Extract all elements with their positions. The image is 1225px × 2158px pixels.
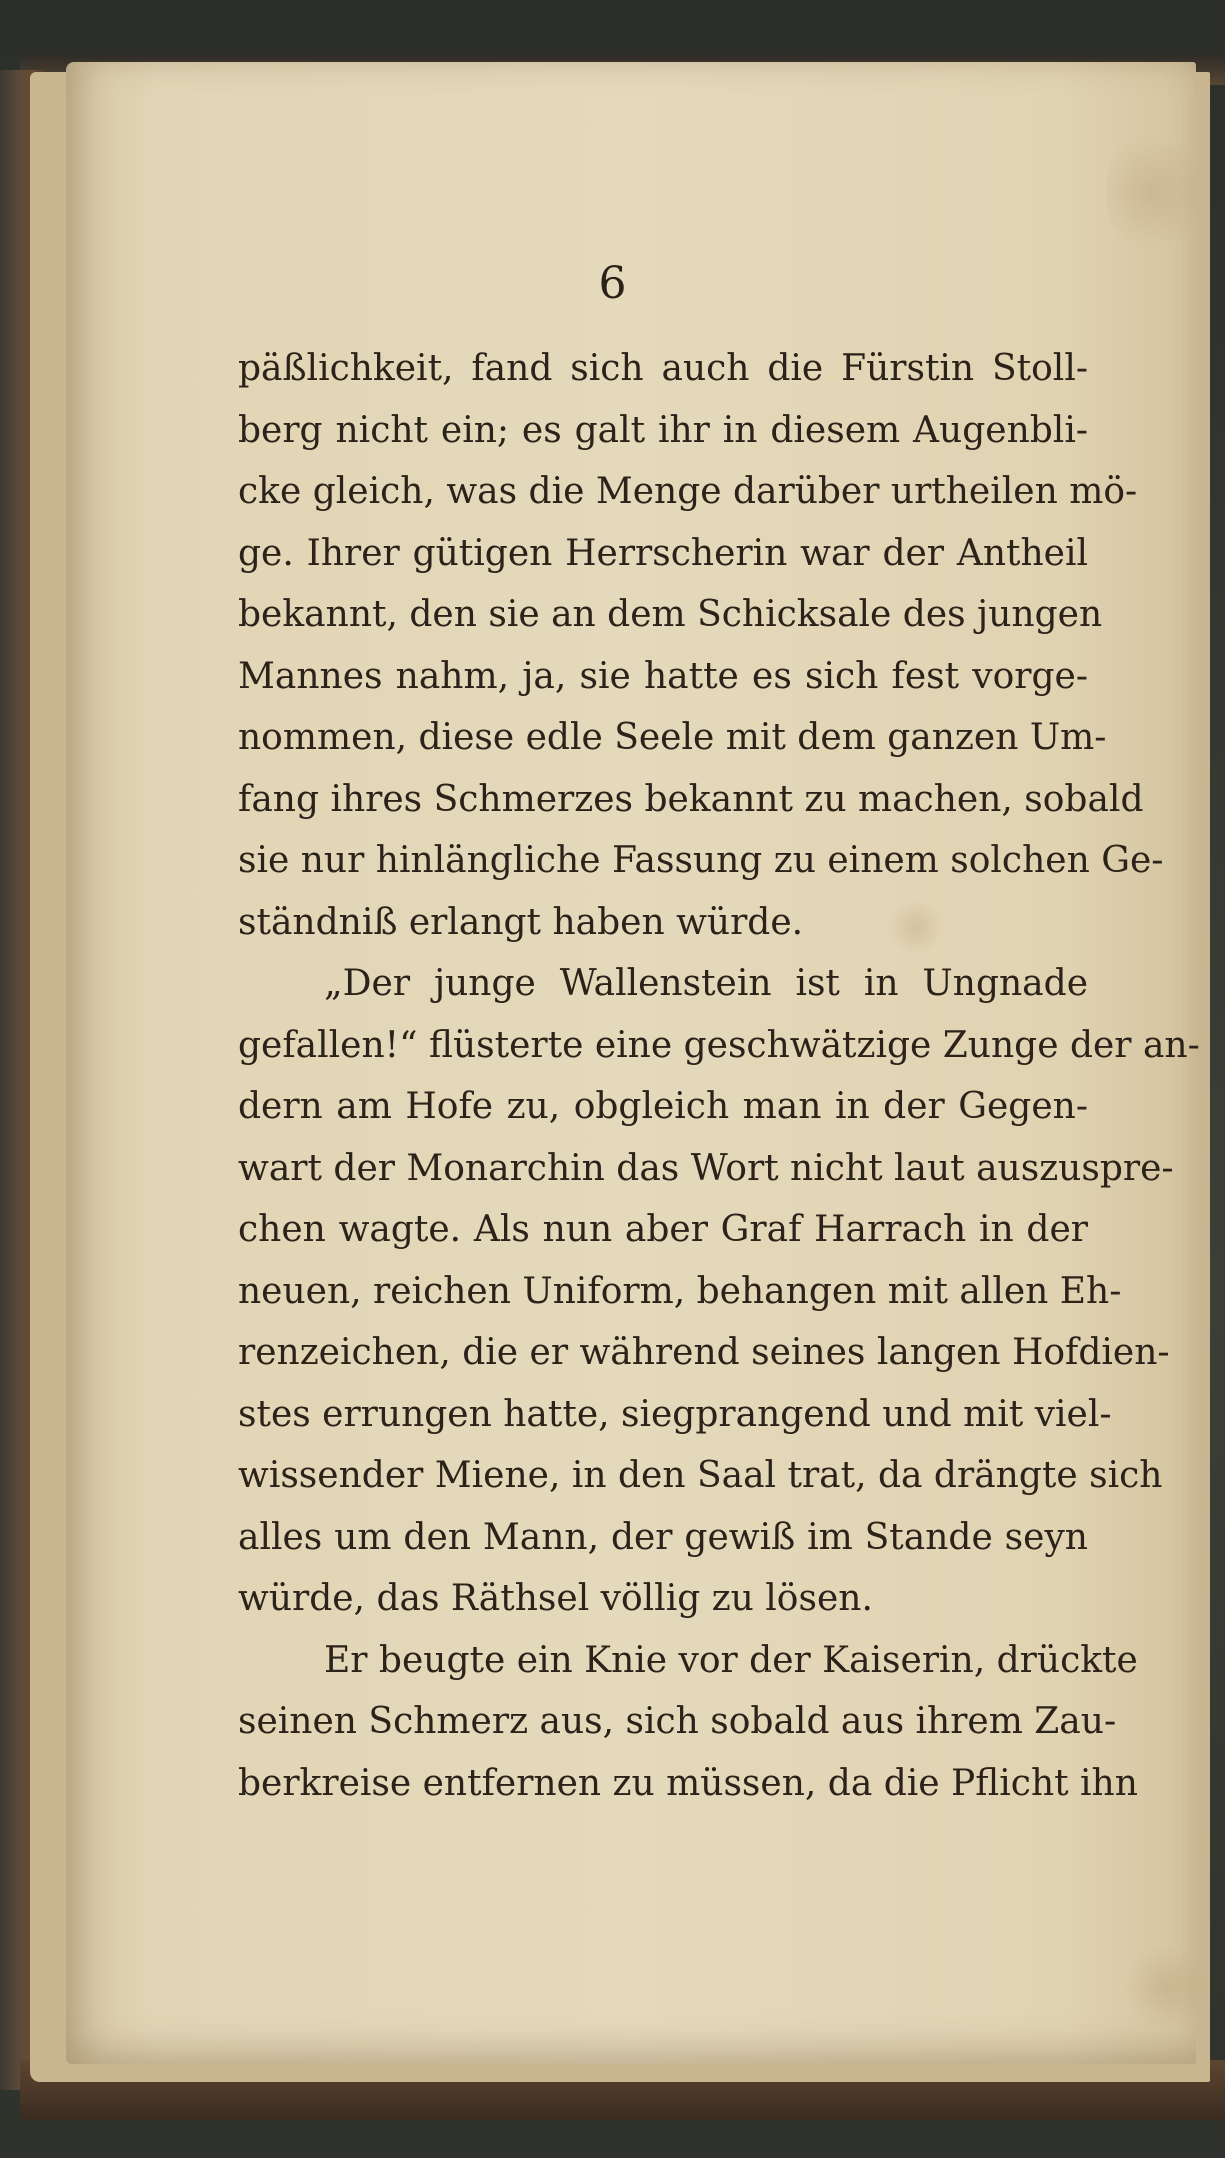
- paper-stain: [1106, 122, 1196, 262]
- text-line: cke gleich, was die Menge darüber urtheilen mö-: [238, 471, 1138, 512]
- text-line: dern am Hofe zu, obgleich man in der Gegen-: [238, 1086, 1088, 1127]
- text-line: sie nur hinlängliche Fassung zu einem solchen Ge-: [238, 840, 1164, 881]
- text-line: berg nicht ein; es galt ihr in diesem Augenbli-: [238, 409, 1088, 451]
- text-line: gefallen!“ flüsterte eine geschwätzige Zunge der an-: [238, 1024, 1200, 1066]
- text-line: seinen Schmerz aus, sich sobald aus ihrem Zau-: [238, 1701, 1117, 1742]
- text-line: fang ihres Schmerzes bekannt zu machen, sobald: [238, 778, 1144, 820]
- text-line: „Der junge Wallenstein ist in Ungnade: [324, 963, 1088, 1004]
- text-line: berkreise entfernen zu müssen, da die Pflicht ihn: [238, 1762, 1138, 1804]
- text-line: nommen, diese edle Seele mit dem ganzen Um-: [238, 717, 1107, 758]
- body-text: [238, 338, 1200, 1814]
- text-line: chen wagte. Als nun aber Graf Harrach in der: [238, 1209, 1088, 1250]
- text-line: renzeichen, die er während seines langen Hofdien-: [238, 1332, 1170, 1373]
- text-line: Mannes nahm, ja, sie hatte es sich fest vorge-: [238, 655, 1088, 697]
- text-line: wissender Miene, in den Saal trat, da drängte sich: [238, 1455, 1163, 1496]
- text-line: ge. Ihrer gütigen Herrscherin war der Antheil: [238, 532, 1088, 574]
- text-line: wart der Monarchin das Wort nicht laut auszuspre-: [238, 1147, 1174, 1189]
- text-line: Er beugte ein Knie vor der Kaiserin, drückte: [324, 1639, 1138, 1681]
- text-line: bekannt, den sie an dem Schicksale des jungen: [238, 594, 1103, 635]
- text-line: neuen, reichen Uniform, behangen mit allen Eh-: [238, 1270, 1122, 1312]
- text-line: päßlichkeit, fand sich auch die Fürstin Stoll-: [238, 348, 1088, 389]
- text-line: würde, das Räthsel völlig zu lösen.: [238, 1578, 873, 1619]
- text-line: ständniß erlangt haben würde.: [238, 901, 804, 943]
- paper-stain: [1126, 1942, 1206, 2032]
- text-line: alles um den Mann, der gewiß im Stande seyn: [238, 1516, 1088, 1558]
- text-line: stes errungen hatte, siegprangend und mit viel-: [238, 1393, 1112, 1435]
- page-number: 6: [598, 258, 627, 309]
